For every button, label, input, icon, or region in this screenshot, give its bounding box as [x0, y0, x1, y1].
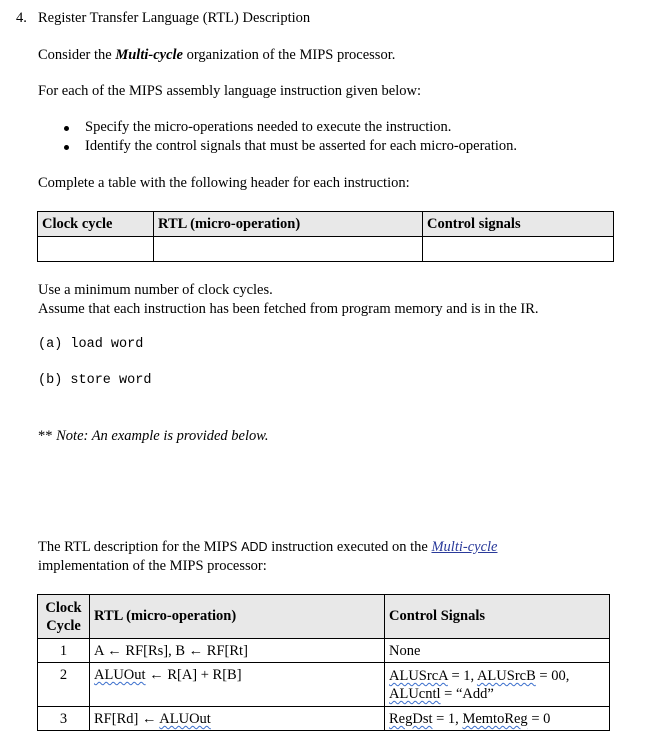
- example-description-line2: implementation of the MIPS processor:: [38, 558, 267, 574]
- rtl-cell: A ← RF[Rs], B ← RF[Rt]: [90, 639, 385, 663]
- instruction-load-word: (a) load word: [38, 337, 144, 352]
- bullet-dot: [64, 145, 69, 150]
- header-control-signals: Control signals: [423, 212, 614, 237]
- intro-emphasis: Multi-cycle: [115, 47, 183, 63]
- instruction-store-word: (b) store word: [38, 373, 152, 388]
- desc-prefix: The RTL description for the MIPS: [38, 539, 242, 555]
- table-row: [38, 663, 610, 707]
- table-row: [38, 639, 610, 663]
- note-line: Use a minimum number of clock cycles.: [38, 282, 273, 298]
- note-line: Assume that each instruction has been fetched from program memory and is in the IR.: [38, 301, 539, 317]
- for-each-text: For each of the MIPS assembly language instruction given below:: [38, 83, 421, 99]
- desc-mid: instruction executed on the: [267, 539, 432, 555]
- empty-cell: [423, 237, 614, 262]
- desc-code: ADD: [241, 540, 268, 554]
- intro-prefix: Consider the: [38, 47, 116, 63]
- complete-table-text: Complete a table with the following header for each instruction:: [38, 175, 410, 191]
- multi-cycle-link[interactable]: Multi-cycle: [431, 539, 498, 555]
- example-header-rtl: RTL (micro-operation): [90, 595, 385, 639]
- example-header-control: Control Signals: [385, 595, 610, 639]
- control-cell: None: [385, 639, 610, 663]
- intro-text: [38, 47, 395, 64]
- header-rtl: RTL (micro-operation): [154, 212, 423, 237]
- question-number: 4.: [16, 10, 27, 26]
- example-description-line1: [38, 539, 497, 556]
- header-clock-cycle: Clock cycle: [38, 212, 154, 237]
- header-clock-text: Clock: [45, 599, 82, 616]
- note-stars: **: [38, 428, 57, 444]
- example-header-clock-cycle: [38, 595, 90, 639]
- question-title: Register Transfer Language (RTL) Description: [38, 10, 311, 26]
- intro-suffix: organization of the MIPS processor.: [182, 47, 396, 63]
- control-cell: ALUSrcA = 1, ALUSrcB = 00, ALUcntl = “Add”: [385, 663, 610, 707]
- rtl-cell: ALUOut ← R[A] + R[B]: [90, 663, 385, 707]
- bullet-item: Specify the micro-operations needed to execute the instruction.: [85, 119, 452, 135]
- cycle-cell: 3: [38, 707, 90, 731]
- bullet-item: Identify the control signals that must be asserted for each micro-operation.: [85, 138, 518, 154]
- header-table: [37, 211, 614, 262]
- control-cell: RegDst = 1, MemtoReg = 0: [385, 707, 610, 731]
- cycle-cell: 2: [38, 663, 90, 707]
- note-text: Note: An example is provided below.: [56, 428, 269, 444]
- example-note: [38, 428, 268, 445]
- bullet-dot: [64, 126, 69, 131]
- cycle-cell: 1: [38, 639, 90, 663]
- rtl-cell: RF[Rd] ← ALUOut: [90, 707, 385, 731]
- table-row: [38, 707, 610, 731]
- empty-cell: [154, 237, 423, 262]
- empty-cell: [38, 237, 154, 262]
- header-cycle-text: Cycle: [46, 617, 81, 634]
- example-table: [37, 594, 610, 731]
